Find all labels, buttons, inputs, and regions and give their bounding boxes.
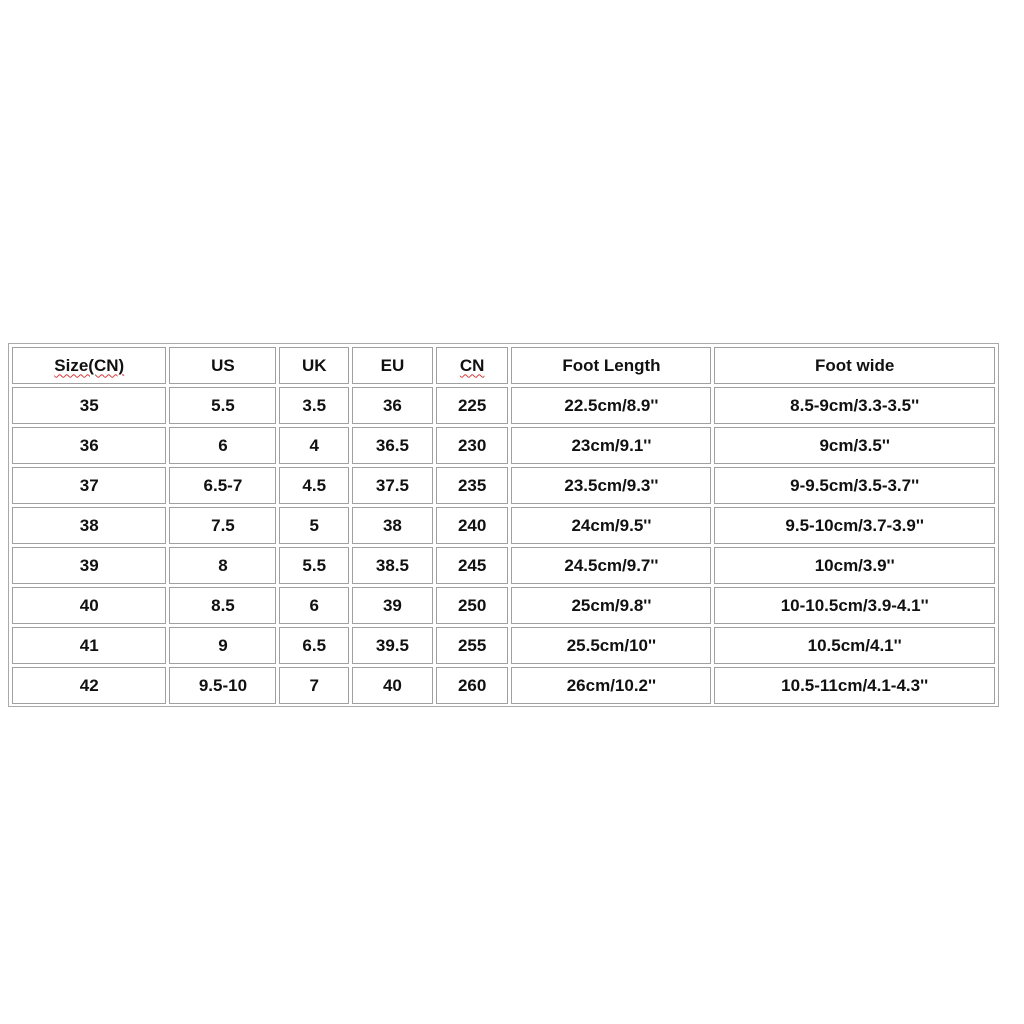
cell-cn: 245 <box>436 547 509 584</box>
cell-us: 5.5 <box>169 387 276 424</box>
table-row <box>12 427 995 464</box>
cell-foot-length: 26cm/10.2'' <box>511 667 711 704</box>
cell-cn: 255 <box>436 627 509 664</box>
cell-us: 9.5-10 <box>169 667 276 704</box>
cell-eu: 37.5 <box>352 467 433 504</box>
cell-uk: 7 <box>279 667 349 704</box>
size-chart <box>8 343 999 707</box>
cell-foot-wide: 9.5-10cm/3.7-3.9'' <box>714 507 995 544</box>
cell-foot-length: 22.5cm/8.9'' <box>511 387 711 424</box>
cell-foot-wide: 10.5-11cm/4.1-4.3'' <box>714 667 995 704</box>
cell-uk: 5.5 <box>279 547 349 584</box>
cell-foot-length: 25cm/9.8'' <box>511 587 711 624</box>
cell-foot-wide: 8.5-9cm/3.3-3.5'' <box>714 387 995 424</box>
cell-foot-wide: 9cm/3.5'' <box>714 427 995 464</box>
cell-foot-length: 25.5cm/10'' <box>511 627 711 664</box>
cell-foot-length: 24.5cm/9.7'' <box>511 547 711 584</box>
cell-size-cn: 35 <box>12 387 166 424</box>
cell-uk: 3.5 <box>279 387 349 424</box>
cell-foot-wide: 9-9.5cm/3.5-3.7'' <box>714 467 995 504</box>
cell-us: 9 <box>169 627 276 664</box>
table-row <box>12 387 995 424</box>
header-cn: CN <box>436 347 509 384</box>
table-row <box>12 667 995 704</box>
cell-uk: 4.5 <box>279 467 349 504</box>
table-row <box>12 507 995 544</box>
cell-foot-length: 24cm/9.5'' <box>511 507 711 544</box>
cell-us: 7.5 <box>169 507 276 544</box>
cell-uk: 6.5 <box>279 627 349 664</box>
cell-size-cn: 38 <box>12 507 166 544</box>
cell-foot-wide: 10-10.5cm/3.9-4.1'' <box>714 587 995 624</box>
cell-eu: 38.5 <box>352 547 433 584</box>
header-foot-length: Foot Length <box>511 347 711 384</box>
cell-cn: 235 <box>436 467 509 504</box>
cell-foot-wide: 10.5cm/4.1'' <box>714 627 995 664</box>
cell-size-cn: 40 <box>12 587 166 624</box>
cell-cn: 240 <box>436 507 509 544</box>
table-row <box>12 467 995 504</box>
cell-eu: 39 <box>352 587 433 624</box>
header-uk: UK <box>279 347 349 384</box>
cell-size-cn: 36 <box>12 427 166 464</box>
cell-size-cn: 42 <box>12 667 166 704</box>
table-row <box>12 627 995 664</box>
cell-eu: 39.5 <box>352 627 433 664</box>
table-row <box>12 587 995 624</box>
cell-size-cn: 39 <box>12 547 166 584</box>
cell-eu: 40 <box>352 667 433 704</box>
header-row <box>12 347 995 384</box>
cell-size-cn: 37 <box>12 467 166 504</box>
header-us: US <box>169 347 276 384</box>
cell-eu: 36.5 <box>352 427 433 464</box>
cell-eu: 36 <box>352 387 433 424</box>
size-chart-table <box>9 344 998 707</box>
table-row <box>12 547 995 584</box>
header-eu: EU <box>352 347 433 384</box>
cell-foot-length: 23cm/9.1'' <box>511 427 711 464</box>
cell-us: 8 <box>169 547 276 584</box>
cell-cn: 260 <box>436 667 509 704</box>
header-size-cn: Size(CN) <box>12 347 166 384</box>
cell-cn: 225 <box>436 387 509 424</box>
cell-uk: 5 <box>279 507 349 544</box>
cell-foot-wide: 10cm/3.9'' <box>714 547 995 584</box>
cell-size-cn: 41 <box>12 627 166 664</box>
cell-cn: 230 <box>436 427 509 464</box>
cell-uk: 6 <box>279 587 349 624</box>
cell-cn: 250 <box>436 587 509 624</box>
cell-eu: 38 <box>352 507 433 544</box>
cell-us: 6.5-7 <box>169 467 276 504</box>
header-foot-wide: Foot wide <box>714 347 995 384</box>
cell-us: 8.5 <box>169 587 276 624</box>
cell-us: 6 <box>169 427 276 464</box>
cell-uk: 4 <box>279 427 349 464</box>
cell-foot-length: 23.5cm/9.3'' <box>511 467 711 504</box>
